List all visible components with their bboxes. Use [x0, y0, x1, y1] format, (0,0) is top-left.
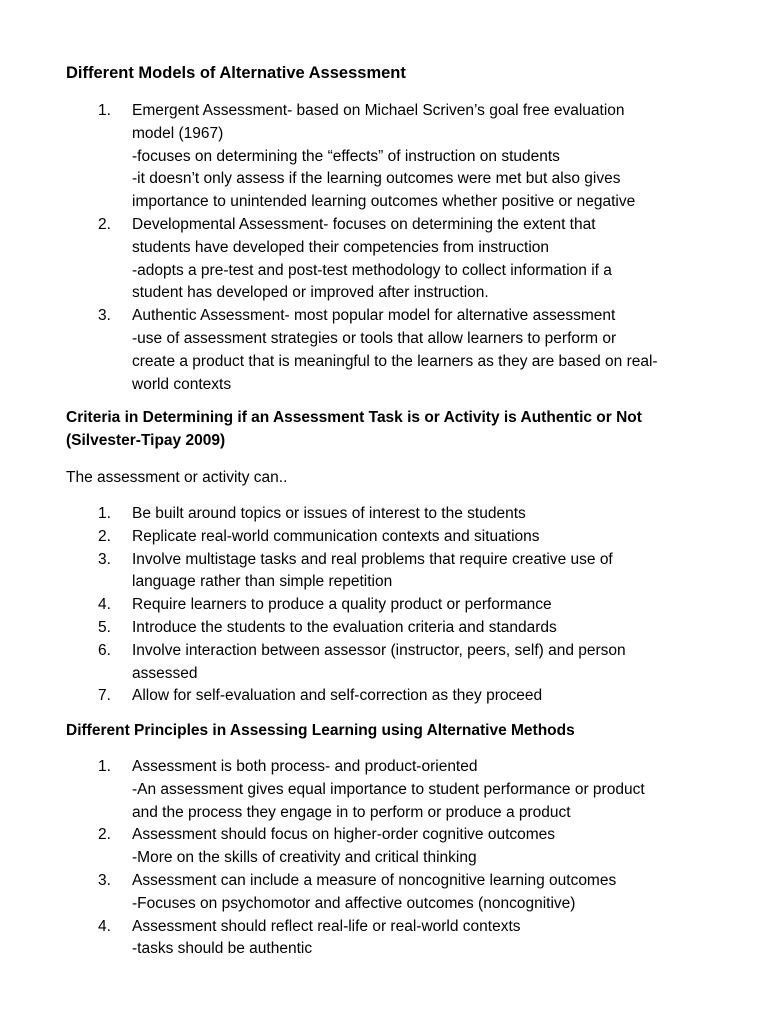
list-text-line: -Focuses on psychomotor and affective outcomes (noncognitive) [132, 894, 576, 912]
list-text-line: -focuses on determining the “effects” of instruction on students [132, 147, 560, 165]
list-number: 3. [98, 307, 111, 325]
list-item [0, 549, 768, 595]
principles-list [0, 756, 768, 961]
list-item [0, 916, 768, 962]
list-text-line: -it doesn’t only assess if the learning outcomes were met but also gives [132, 170, 621, 188]
list-number: 2. [98, 215, 111, 233]
list-item [0, 305, 768, 396]
list-text-line: Require learners to produce a quality product or performance [132, 596, 552, 614]
section-title-criteria-line: Criteria in Determining if an Assessment Task is or Activity is Authentic or Not [66, 409, 642, 426]
section-title-principles: Different Principles in Assessing Learning using Alternative Methods [66, 722, 575, 739]
list-text-line: Replicate real-world communication contexts and situations [132, 527, 540, 545]
list-number: 4. [98, 917, 111, 935]
list-item [0, 594, 768, 617]
section-title-criteria-line: (Silvester-Tipay 2009) [66, 431, 226, 449]
list-text-line: Emergent Assessment- based on Michael Scriven’s goal free evaluation [132, 102, 625, 119]
models-list [0, 100, 768, 396]
section-title-criteria [66, 407, 716, 453]
list-text-line: Involve interaction between assessor (instructor, peers, self) and person [132, 641, 626, 659]
list-text-line: Introduce the students to the evaluation criteria and standards [132, 618, 557, 636]
list-item [0, 685, 768, 708]
list-item [0, 100, 768, 214]
list-text-line: language rather than simple repetition [132, 573, 393, 591]
list-number: 2. [98, 527, 111, 545]
list-text-line: Authentic Assessment- most popular model for alternative assessment [132, 307, 616, 325]
list-text-line: -An assessment gives equal importance to student performance or product [132, 780, 645, 798]
list-text-line: -adopts a pre-test and post-test methodology to collect information if a [132, 261, 612, 279]
list-text-line: student has developed or improved after instruction. [132, 284, 489, 302]
list-text-line: -use of assessment strategies or tools that allow learners to perform or [132, 329, 617, 347]
criteria-intro: The assessment or activity can.. [66, 469, 288, 486]
list-item [0, 617, 768, 640]
list-text-line: Allow for self-evaluation and self-correction as they proceed [132, 687, 543, 705]
list-text-line: assessed [132, 664, 198, 682]
list-item [0, 214, 768, 305]
list-text-line: Assessment is both process- and product-oriented [132, 758, 478, 775]
list-text-line: Assessment should reflect real-life or real-world contexts [132, 917, 521, 935]
list-number: 3. [98, 871, 111, 889]
list-text-line: model (1967) [132, 124, 224, 142]
list-item [0, 756, 768, 824]
list-text-line: and the process they engage in to perform or produce a product [132, 803, 571, 821]
list-number: 5. [98, 618, 111, 636]
list-text-line: Be built around topics or issues of interest to the students [132, 505, 526, 522]
section-title-models: Different Models of Alternative Assessment [66, 64, 406, 82]
list-text-line: students have developed their competencies from instruction [132, 238, 550, 256]
list-item [0, 824, 768, 870]
list-number: 1. [98, 505, 111, 522]
list-number: 3. [98, 550, 111, 568]
list-text-line: world contexts [132, 375, 232, 393]
list-text-line: Developmental Assessment- focuses on determining the extent that [132, 215, 596, 233]
list-text-line: Assessment can include a measure of noncognitive learning outcomes [132, 871, 617, 889]
list-item [0, 526, 768, 549]
list-item [0, 503, 768, 526]
list-text-line: Assessment should focus on higher-order cognitive outcomes [132, 826, 556, 844]
list-number: 1. [98, 758, 111, 775]
list-number: 6. [98, 641, 111, 659]
criteria-list [0, 503, 768, 708]
list-number: 2. [98, 826, 111, 844]
list-text-line: importance to unintended learning outcomes whether positive or negative [132, 193, 636, 211]
list-item [0, 640, 768, 686]
list-number: 4. [98, 596, 111, 614]
list-text-line: create a product that is meaningful to the learners as they are based on real- [132, 352, 658, 370]
list-number: 7. [98, 687, 111, 705]
list-text-line: Involve multistage tasks and real problems that require creative use of [132, 550, 613, 568]
list-text-line: -tasks should be authentic [132, 940, 313, 958]
list-item [0, 870, 768, 916]
list-text-line: -More on the skills of creativity and critical thinking [132, 849, 477, 867]
list-number: 1. [98, 102, 111, 119]
